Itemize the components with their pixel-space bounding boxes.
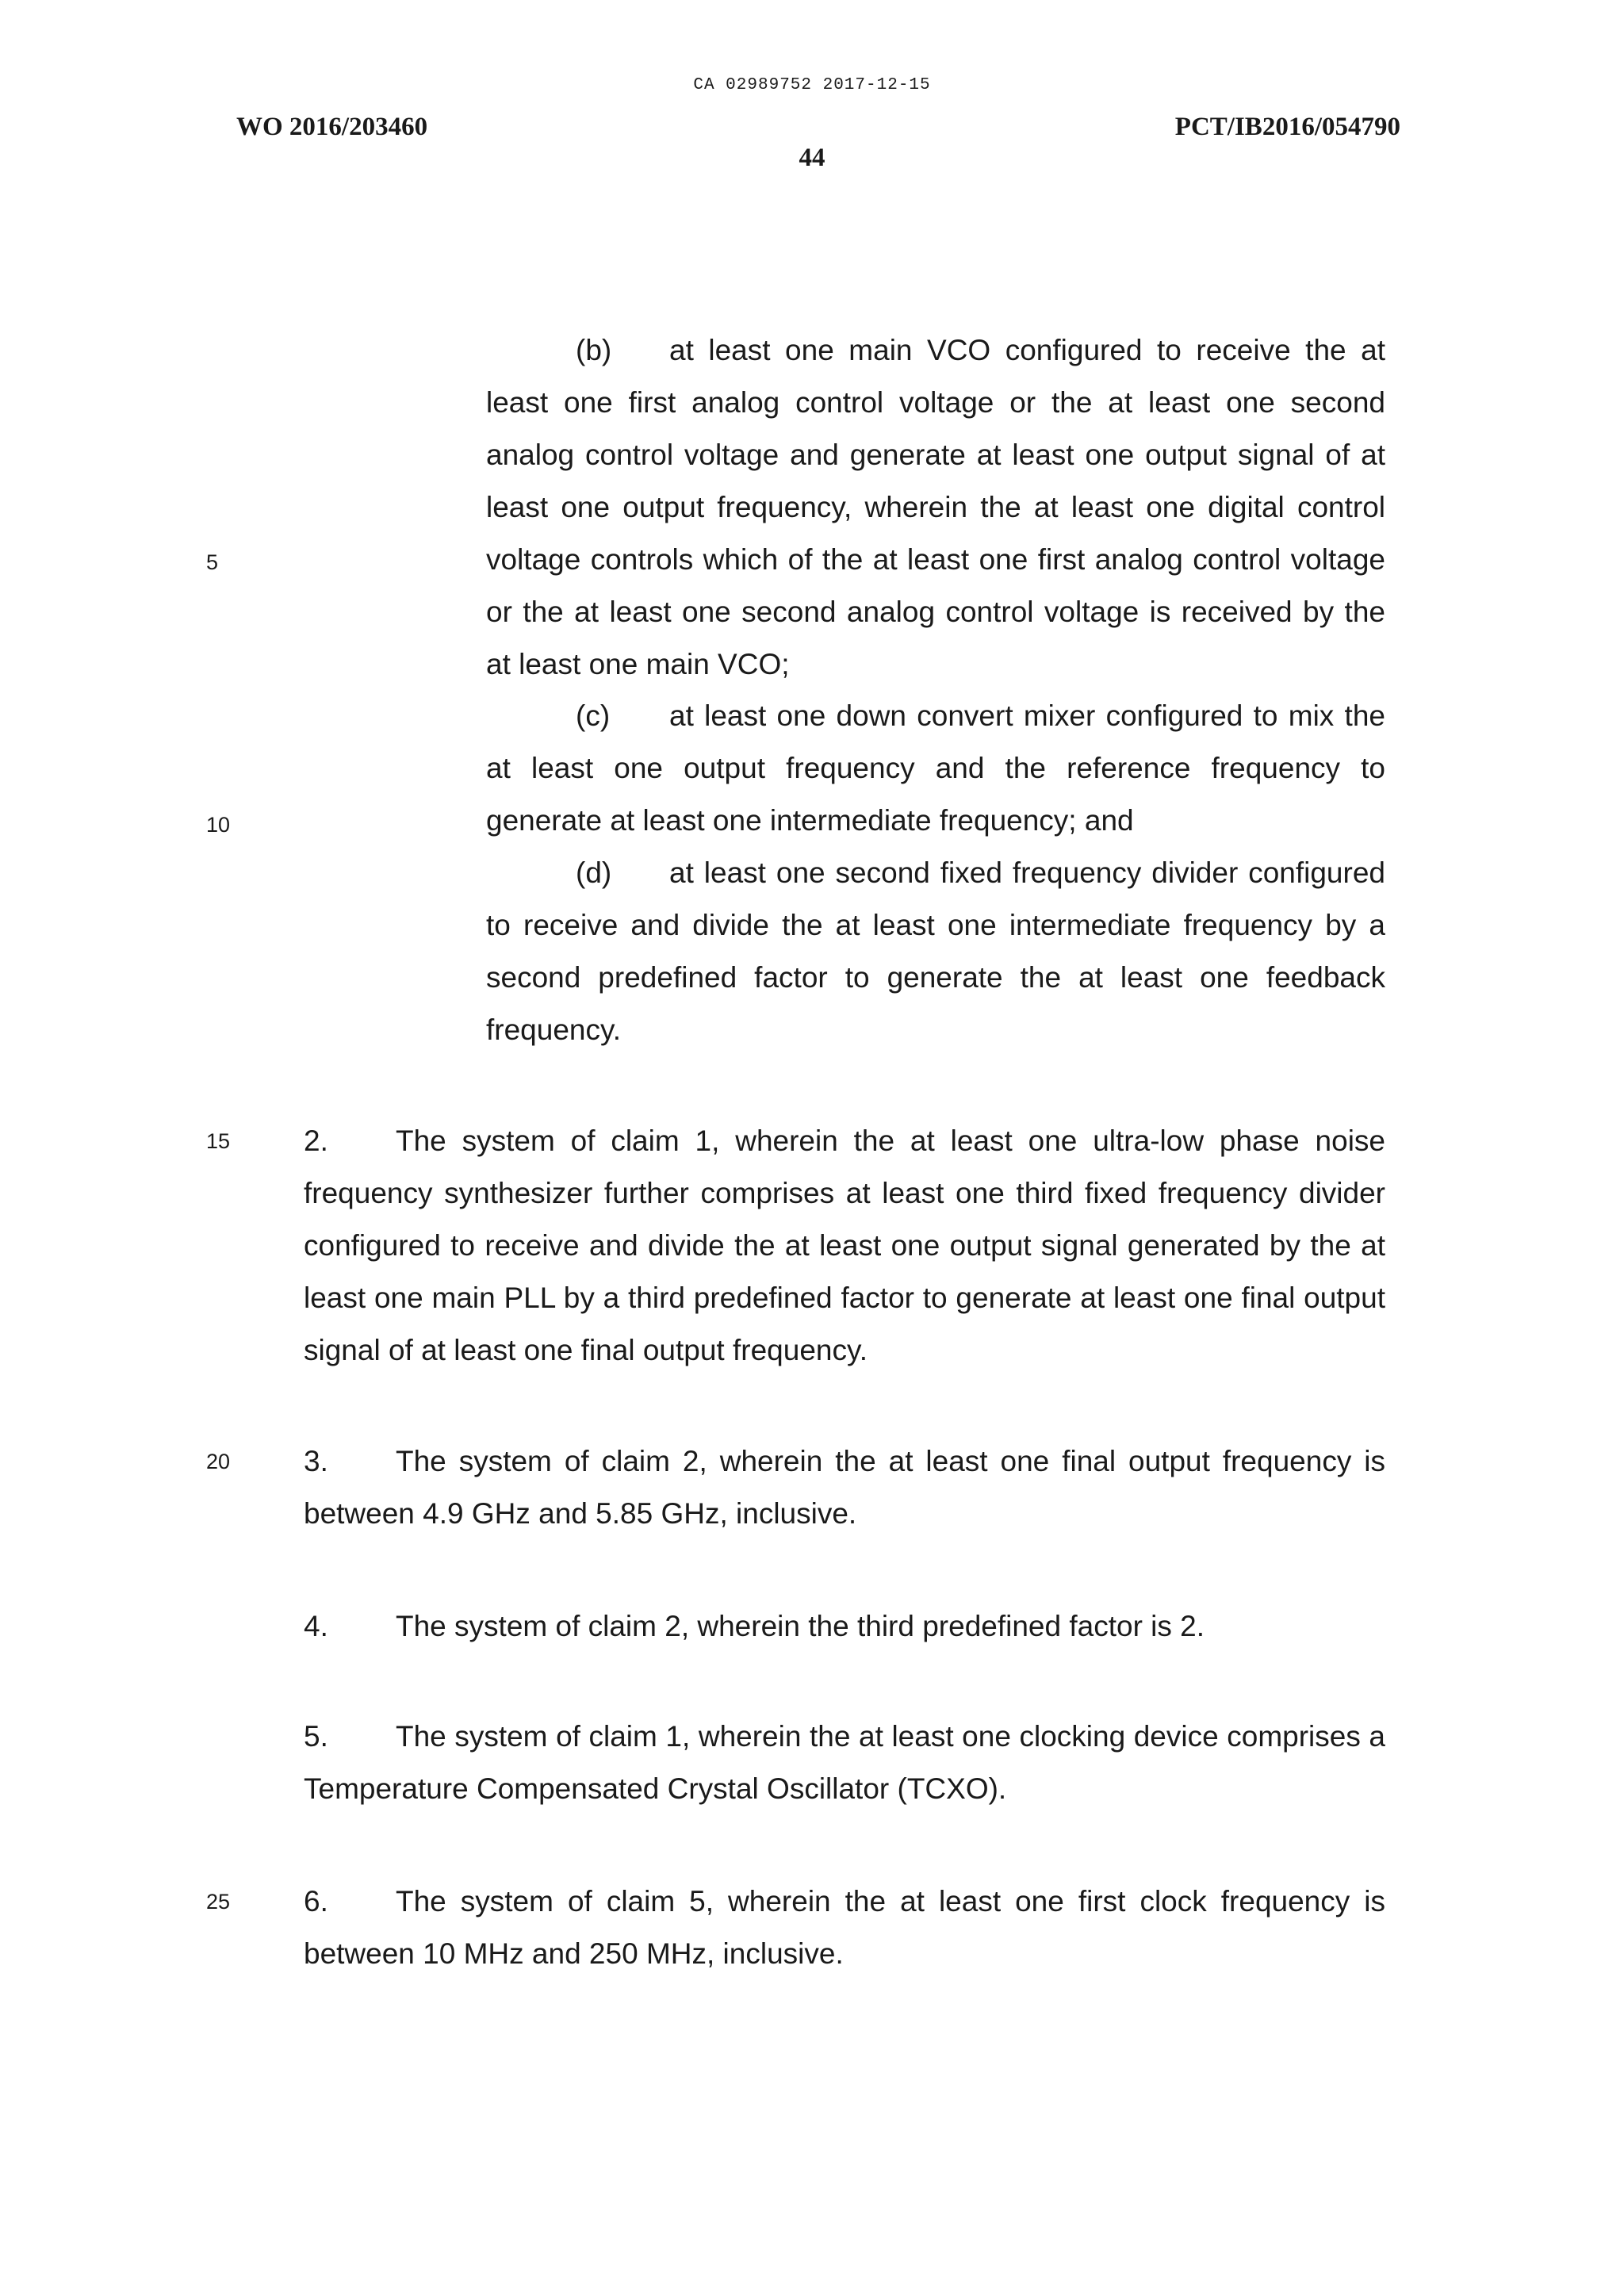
cipo-filing-stamp: CA 02989752 2017-12-15: [693, 76, 931, 94]
claim-text: The system of claim 5, wherein the at least one first clock frequency is between 10 MHz and 250 MHz, inclusive.: [304, 1885, 1385, 1970]
publication-number: WO 2016/203460: [236, 113, 428, 141]
sub-item-text: at least one second fixed frequency divider configured to receive and divide the at least one intermediate frequency by a second predefined factor to generate the at least one feedback frequency.: [486, 856, 1385, 1046]
claim-text: The system of claim 2, wherein the at least one final output frequency is between 4.9 GHz and 5.85 GHz, inclusive.: [304, 1445, 1385, 1530]
line-number: 5: [206, 550, 219, 574]
claim-sub-item: [486, 324, 1385, 691]
sub-item-text: at least one main VCO configured to receive the at least one first analog control voltage or the at least one second analog control voltage and generate at least one output signal of at least one output frequency, wherein the at least one digital control voltage controls which of the at least one first analog control voltage or the at least one second analog control voltage is received by the at least one main VCO;: [486, 334, 1385, 680]
claim-3: [304, 1435, 1385, 1540]
sub-item-text: at least one down convert mixer configured to mix the at least one output frequency and the reference frequency to generate at least one intermediate frequency; and: [486, 699, 1385, 837]
claim-4: [304, 1600, 1385, 1653]
claim-text: The system of claim 2, wherein the third predefined factor is 2.: [396, 1610, 1205, 1642]
claim-number: 6.: [304, 1885, 328, 1918]
sub-item-label: (b): [576, 334, 612, 366]
application-number: PCT/IB2016/054790: [1174, 113, 1400, 141]
claim-6: [304, 1875, 1385, 1980]
line-number: 15: [206, 1129, 231, 1153]
page-number: 44: [799, 144, 825, 172]
sub-item-label: (d): [576, 856, 612, 889]
claim-sub-item: [486, 847, 1385, 1056]
line-number: 20: [206, 1450, 231, 1473]
line-number: 10: [206, 813, 231, 837]
claim-sub-item: [486, 690, 1385, 847]
claim-2: [304, 1115, 1385, 1377]
claim-text: The system of claim 1, wherein the at least one clocking device comprises a Temperature Compensated Crystal Oscillator (TCXO).: [304, 1720, 1385, 1805]
claim-number: 3.: [304, 1445, 328, 1477]
sub-item-label: (c): [576, 699, 611, 732]
claim-text: The system of claim 1, wherein the at least one ultra-low phase noise frequency synthesizer further comprises at least one third fixed frequency divider configured to receive and divide the at least one output signal generated by the at least one main PLL by a third predefined factor to generate at least one final output signal of at least one final output frequency.: [304, 1125, 1385, 1366]
claim-number: 2.: [304, 1125, 328, 1157]
claim-number: 4.: [304, 1610, 328, 1642]
claim-number: 5.: [304, 1720, 328, 1753]
line-number: 25: [206, 1890, 231, 1914]
claim-5: [304, 1711, 1385, 1815]
